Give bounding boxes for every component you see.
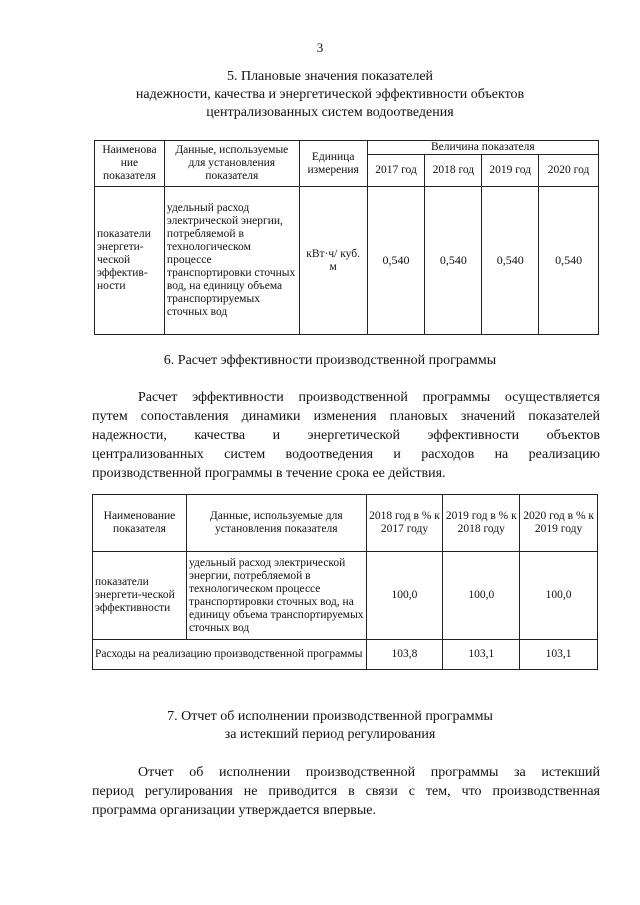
heading-line: 7. Отчет об исполнении производственной программы bbox=[167, 709, 493, 724]
row-indicator-name: показатели энергети-ческой эффективности bbox=[93, 552, 187, 640]
heading-line: централизованных систем водоотведения bbox=[206, 105, 454, 120]
header-year: 2019 год bbox=[482, 155, 539, 187]
paragraph-line: путем сопоставления динамики изменения плановых значений показателей bbox=[92, 409, 600, 424]
row-data-used: удельный расход электрической энергии, потребляемой в технологическом процессе транспортировки сточных вод, на единицу объема транспортируемых сточных вод bbox=[164, 187, 299, 335]
row-value: 103,1 bbox=[443, 640, 520, 670]
header-indicator-name: Наименование показателя bbox=[93, 495, 187, 552]
paragraph-line: программа организации утверждается впервые. bbox=[92, 803, 377, 818]
header-period: 2019 год в % к 2018 году bbox=[443, 495, 520, 552]
section-6-paragraph bbox=[92, 388, 600, 483]
planned-indicators-table bbox=[94, 140, 599, 335]
paragraph-line: Отчет об исполнении производственной программы за истекший bbox=[138, 765, 600, 780]
header-data-used: Данные, используемые для установления показателя bbox=[186, 495, 366, 552]
row-value: 0,540 bbox=[425, 187, 482, 335]
header-indicator-name: Наименова ние показателя bbox=[95, 141, 165, 187]
section-5-heading bbox=[60, 68, 600, 122]
row-value: 100,0 bbox=[520, 552, 598, 640]
paragraph-line: надежности, качества и энергетической эффективности объектов bbox=[92, 428, 600, 443]
header-unit: Единица измерения bbox=[299, 141, 367, 187]
paragraph-line: централизованных систем водоотведения и расходов на реализацию bbox=[92, 447, 600, 462]
row-value: 100,0 bbox=[443, 552, 520, 640]
header-year: 2020 год bbox=[539, 155, 599, 187]
header-period: 2018 год в % к 2017 году bbox=[366, 495, 443, 552]
row-value: 0,540 bbox=[482, 187, 539, 335]
row-value: 0,540 bbox=[367, 187, 425, 335]
efficiency-table bbox=[92, 494, 598, 670]
heading-line: за истекший период регулирования bbox=[224, 727, 436, 742]
paragraph-line: период регулирования не приводится в связи с тем, что производственная bbox=[92, 784, 600, 799]
row-value: 0,540 bbox=[539, 187, 599, 335]
row-value: 100,0 bbox=[366, 552, 443, 640]
section-7-heading bbox=[60, 708, 600, 744]
row-unit: кВт·ч/ куб. м bbox=[299, 187, 367, 335]
header-value-group: Величина показателя bbox=[367, 141, 598, 155]
row-indicator-name: показатели энергети-ческой эффектив-ности bbox=[95, 187, 165, 335]
paragraph-line: Расчет эффективности производственной программы осуществляется bbox=[138, 390, 600, 405]
row-expenses-name: Расходы на реализацию производственной программы bbox=[93, 640, 367, 670]
row-data-used: удельный расход электрической энергии, потребляемой в технологическом процессе транспортировки сточных вод, на единицу объема транспортируемых сточных вод bbox=[186, 552, 366, 640]
row-value: 103,1 bbox=[520, 640, 598, 670]
heading-line: 5. Плановые значения показателей bbox=[226, 69, 434, 84]
header-data-used: Данные, используемые для установления показателя bbox=[164, 141, 299, 187]
page-number: 3 bbox=[316, 40, 324, 55]
heading-line: 6. Расчет эффективности производственной программы bbox=[163, 353, 497, 368]
header-period: 2020 год в % к 2019 году bbox=[520, 495, 598, 552]
row-value: 103,8 bbox=[366, 640, 443, 670]
section-6-heading bbox=[60, 352, 600, 370]
header-year: 2018 год bbox=[425, 155, 482, 187]
paragraph-line: производственной программы в течение срока ее действия. bbox=[92, 466, 446, 481]
heading-line: надежности, качества и энергетической эффективности объектов bbox=[135, 87, 525, 102]
header-year: 2017 год bbox=[367, 155, 425, 187]
section-7-paragraph bbox=[92, 763, 600, 820]
